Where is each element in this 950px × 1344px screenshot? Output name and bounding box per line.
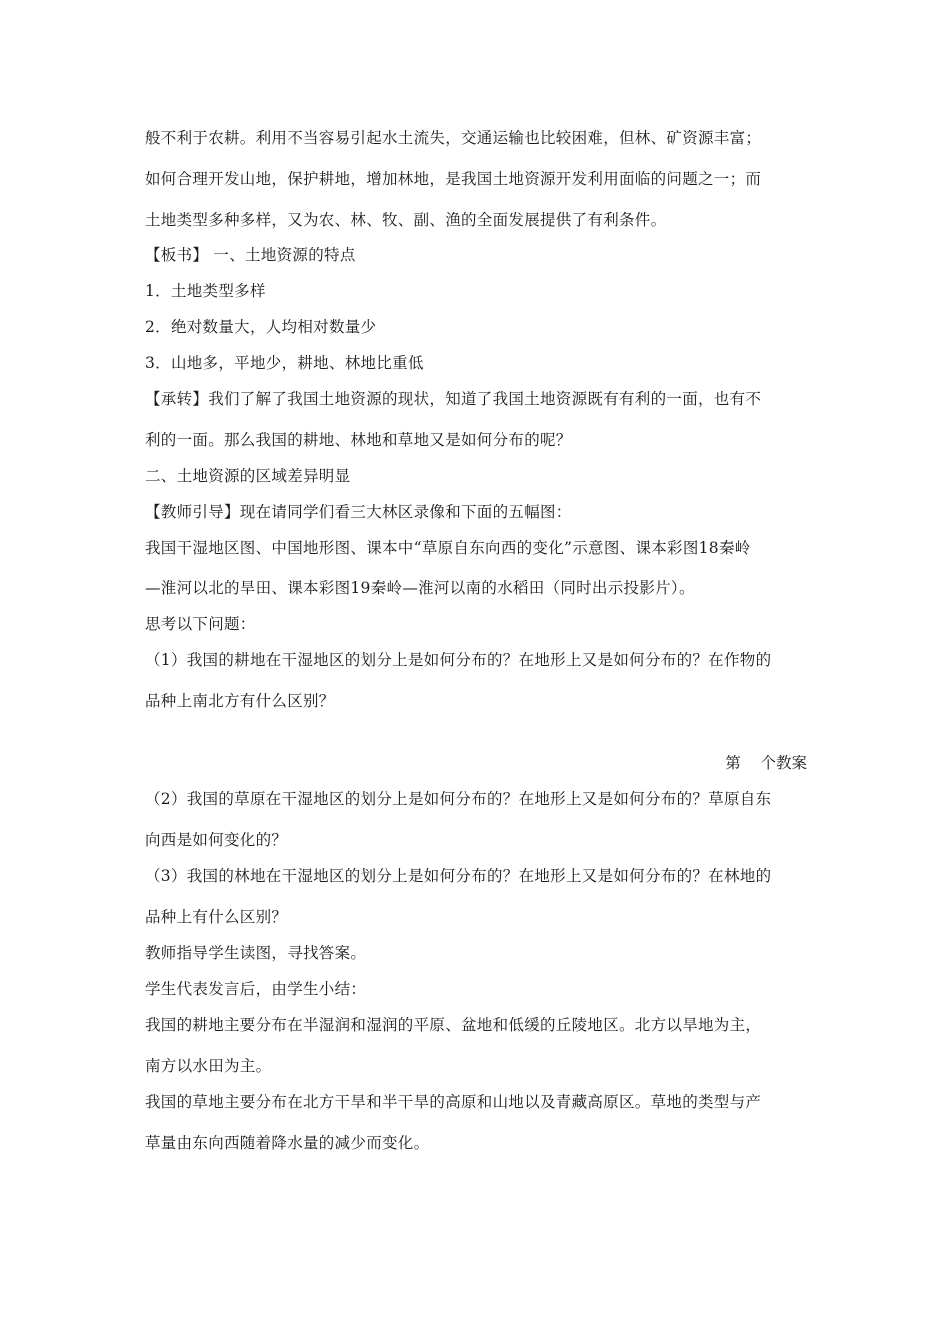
question-line: （3）我国的林地在干湿地区的划分上是如何分布的？在地形上又是如何分布的？在林地的 <box>145 867 772 885</box>
question-line: （2）我国的草原在干湿地区的划分上是如何分布的？在地形上又是如何分布的？草原自东 <box>145 790 772 808</box>
paragraph-line: 我国的草地主要分布在北方干旱和半干旱的高原和山地以及青藏高原区。草地的类型与产 <box>145 1093 762 1111</box>
paragraph-line: 【教师引导】现在请同学们看三大林区录像和下面的五幅图： <box>145 503 572 521</box>
paragraph-line: 土地类型多种多样，又为农、林、牧、副、渔的全面发展提供了有利条件。 <box>145 211 667 229</box>
paragraph-line: 如何合理开发山地，保护耕地，增加林地，是我国土地资源开发利用面临的问题之一；而 <box>145 170 762 188</box>
question-line: 品种上南北方有什么区别？ <box>145 692 335 710</box>
paragraph-line: 般不利于农耕。利用不当容易引起水土流失，交通运输也比较困难，但林、矿资源丰富； <box>145 129 762 147</box>
question-line: （1）我国的耕地在干湿地区的划分上是如何分布的？在地形上又是如何分布的？在作物的 <box>145 651 772 669</box>
paragraph-line: 利的一面。那么我国的耕地、林地和草地又是如何分布的呢？ <box>145 431 572 449</box>
paragraph-line: —淮河以北的旱田、课本彩图19秦岭—淮河以南的水稻田（同时出示投影片）。 <box>145 579 695 597</box>
question-line: 向西是如何变化的？ <box>145 831 288 849</box>
list-item: 2．绝对数量大，人均相对数量少 <box>145 318 377 336</box>
board-heading: 【板书】 一、土地资源的特点 <box>145 246 356 264</box>
paragraph-line: 草量由东向西随着降水量的减少而变化。 <box>145 1134 430 1152</box>
paragraph-line: 我国干湿地区图、中国地形图、课本中“草原自东向西的变化”示意图、课本彩图18秦岭 <box>145 539 751 557</box>
paragraph-line: 【承转】我们了解了我国土地资源的现状，知道了我国土地资源既有有利的一面，也有不 <box>145 390 762 408</box>
question-line: 品种上有什么区别？ <box>145 908 288 926</box>
paragraph-line: 思考以下问题： <box>145 615 256 633</box>
list-item: 3．山地多，平地少，耕地、林地比重低 <box>145 354 424 372</box>
page-footer: 第 个教案 <box>725 754 807 772</box>
paragraph-line: 南方以水田为主。 <box>145 1057 272 1075</box>
paragraph-line: 教师指导学生读图，寻找答案。 <box>145 944 367 962</box>
section-heading: 二、土地资源的区域差异明显 <box>145 467 351 485</box>
paragraph-line: 我国的耕地主要分布在半湿润和湿润的平原、盆地和低缓的丘陵地区。北方以旱地为主， <box>145 1016 762 1034</box>
list-item: 1．土地类型多样 <box>145 282 266 300</box>
paragraph-line: 学生代表发言后，由学生小结： <box>145 980 367 998</box>
